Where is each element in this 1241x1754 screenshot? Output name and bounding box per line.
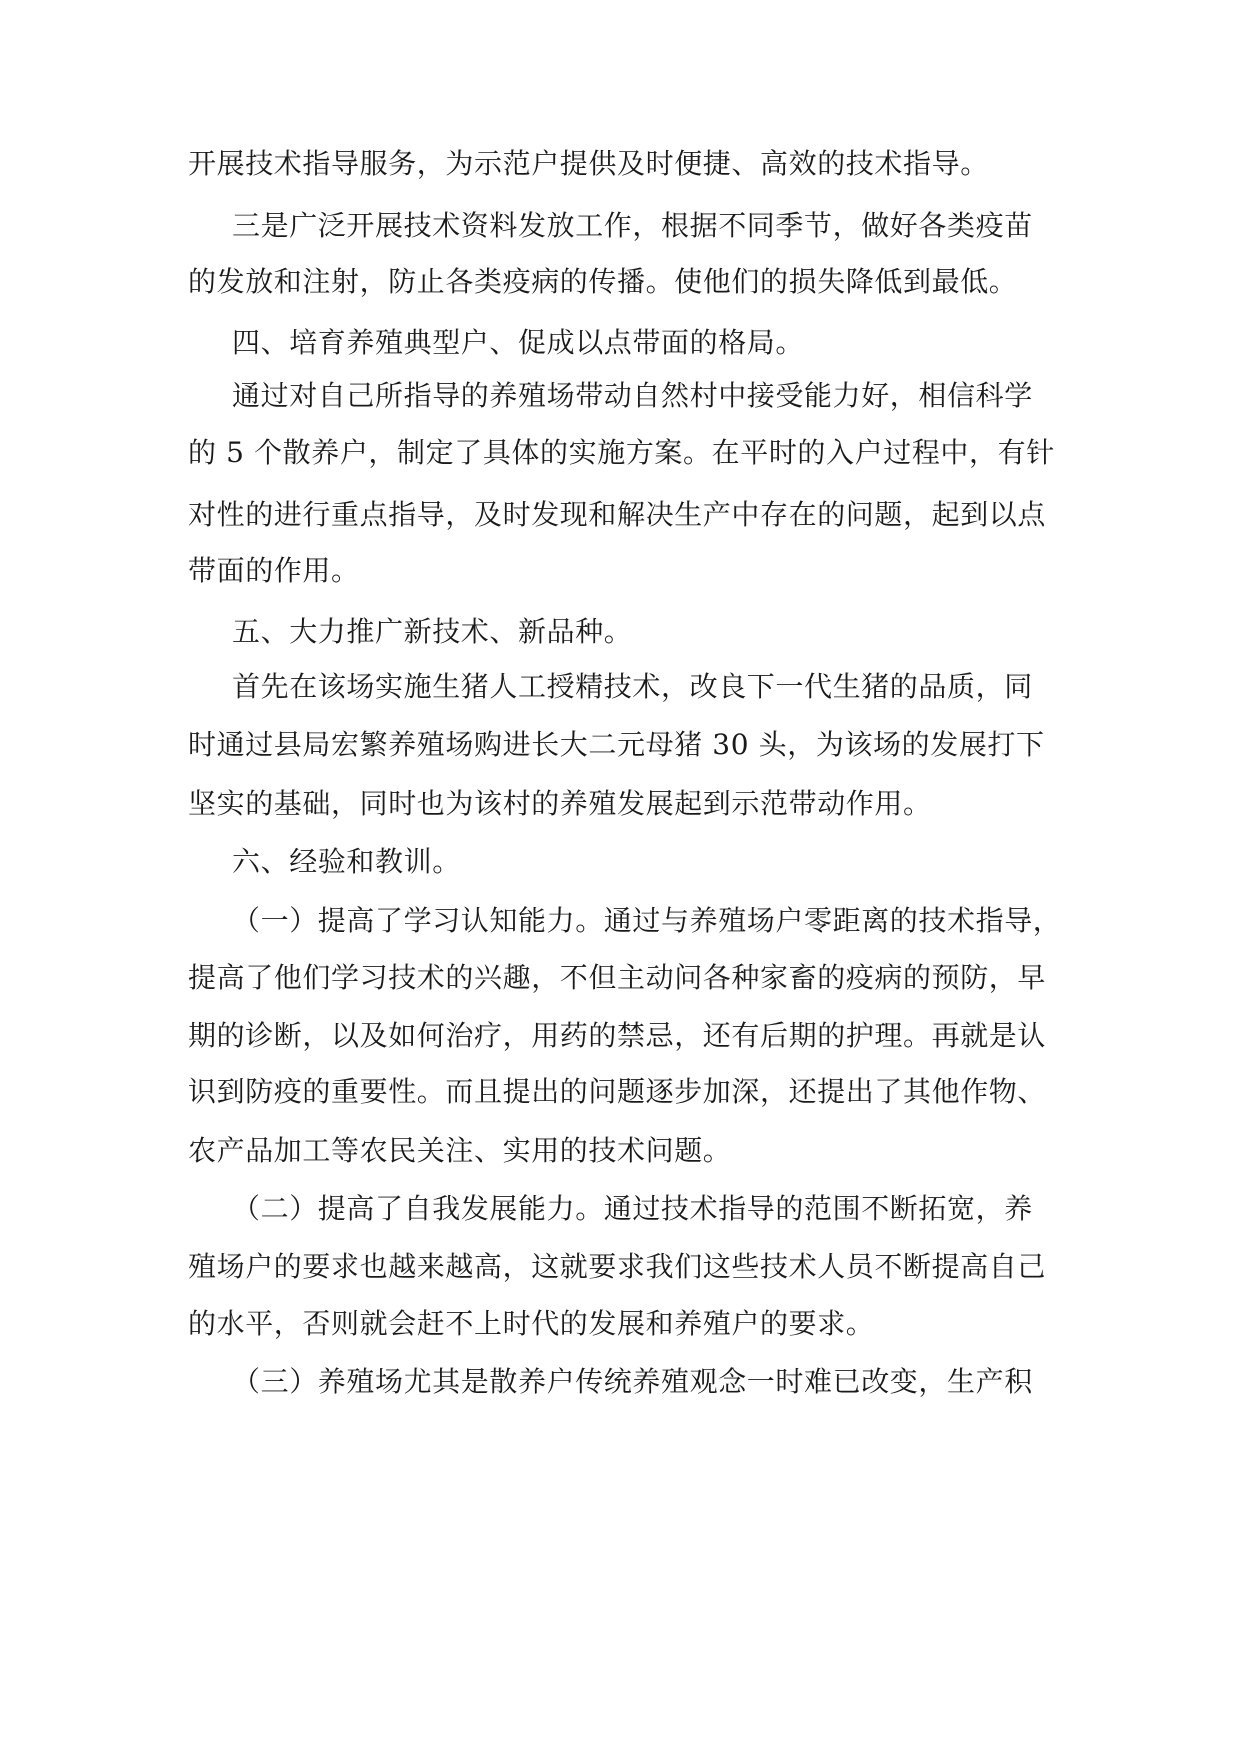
text-line: 开展技术指导服务，为示范户提供及时便捷、高效的技术指导。 xyxy=(188,147,989,180)
text-line: 识到防疫的重要性。而且提出的问题逐步加深，还提出了其他作物、 xyxy=(188,1075,1047,1108)
text-line: 对性的进行重点指导，及时发现和解决生产中存在的问题，起到以点 xyxy=(188,498,1047,531)
section-heading: 四、培育养殖典型户、促成以点带面的格局。 xyxy=(232,326,805,359)
text-line: 提高了他们学习技术的兴趣，不但主动问各种家畜的疫病的预防，早 xyxy=(188,961,1047,994)
text-line: 殖场户的要求也越来越高，这就要求我们这些技术人员不断提高自己 xyxy=(188,1250,1047,1283)
text-line: 的 5 个散养户，制定了具体的实施方案。在平时的入户过程中，有针 xyxy=(188,436,1055,469)
text-line: （二）提高了自我发展能力。通过技术指导的范围不断拓宽，养 xyxy=(232,1192,1033,1225)
text-line: 期的诊断，以及如何治疗，用药的禁忌，还有后期的护理。再就是认 xyxy=(188,1019,1047,1052)
text-line: （三）养殖场尤其是散养户传统养殖观念一时难已改变，生产积 xyxy=(232,1365,1033,1398)
text-line: 的水平，否则就会赶不上时代的发展和养殖户的要求。 xyxy=(188,1307,875,1340)
section-heading: 六、经验和教训。 xyxy=(232,845,461,878)
text-line: 首先在该场实施生猪人工授精技术，改良下一代生猪的品质，同 xyxy=(232,670,1033,703)
text-line: 带面的作用。 xyxy=(188,554,360,587)
text-line: （一）提高了学习认知能力。通过与养殖场户零距离的技术指导， xyxy=(232,904,1062,937)
text-line: 农产品加工等农民关注、实用的技术问题。 xyxy=(188,1134,732,1167)
text-line: 的发放和注射，防止各类疫病的传播。使他们的损失降低到最低。 xyxy=(188,265,1018,298)
text-line: 通过对自己所指导的养殖场带动自然村中接受能力好，相信科学 xyxy=(232,379,1033,412)
text-line: 三是广泛开展技术资料发放工作，根据不同季节，做好各类疫苗 xyxy=(232,209,1033,242)
text-line: 坚实的基础，同时也为该村的养殖发展起到示范带动作用。 xyxy=(188,787,932,820)
section-heading: 五、大力推广新技术、新品种。 xyxy=(232,615,633,648)
text-line: 时通过县局宏繁养殖场购进长大二元母猪 30 头，为该场的发展打下 xyxy=(188,728,1045,761)
